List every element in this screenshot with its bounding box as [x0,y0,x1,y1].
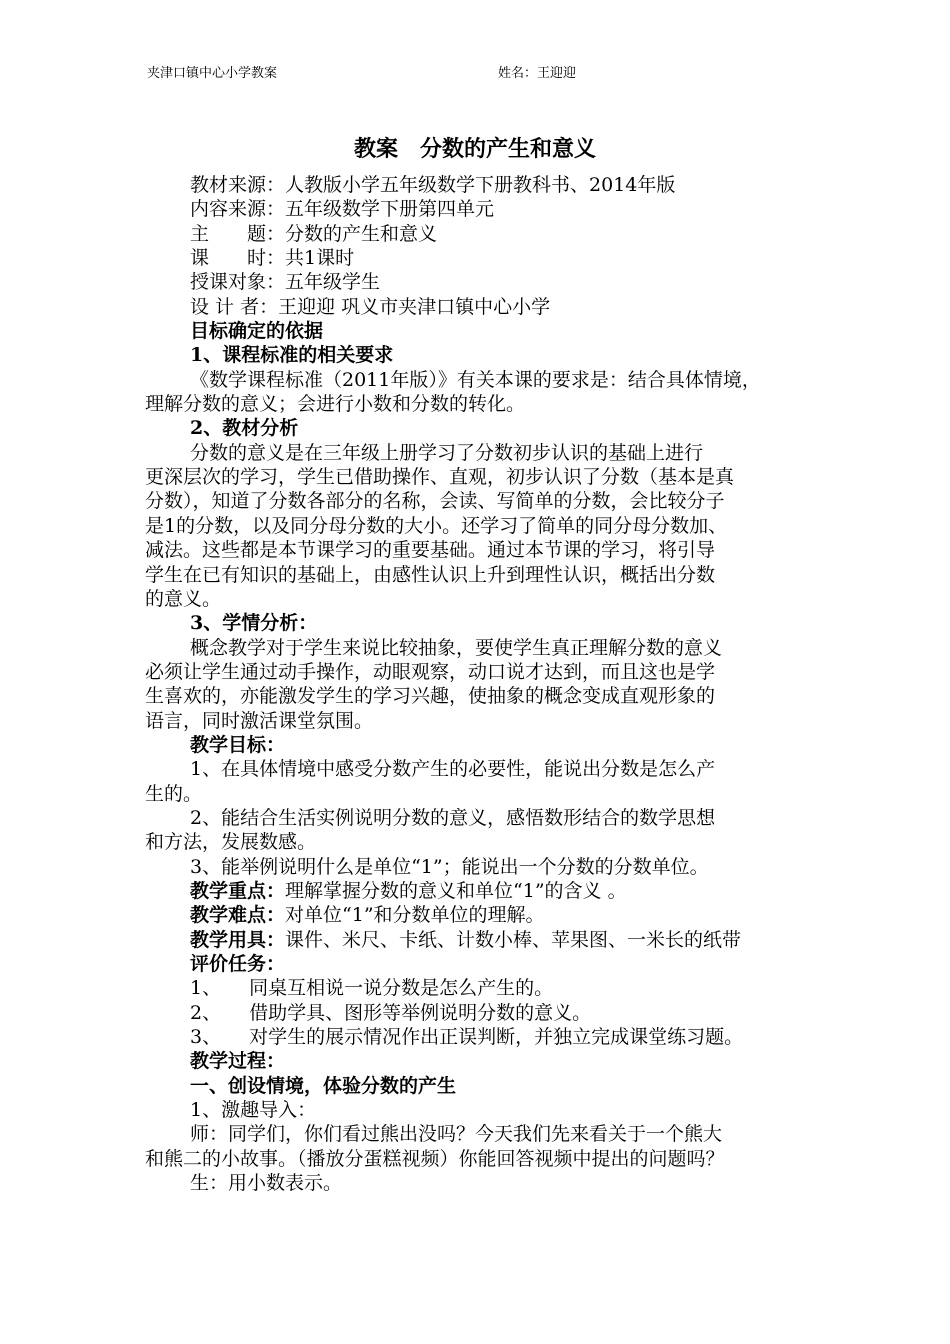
meta-value: 共1课时 [285,247,355,270]
paragraph-line: 减法。这些都是本节课学习的重要基础。通过本节课的学习，将引导 [145,539,716,562]
difficulty-row [145,903,815,927]
task-number: 2、 [190,1001,222,1024]
task-number: 1、 [190,977,222,1000]
task-text: 同桌互相说一说分数是怎么产生的。 [249,977,554,1000]
meta-value: 五年级数学下册第四单元 [285,198,495,221]
task-number: 3、 [190,1026,222,1049]
tools-row [145,928,815,952]
meta-row [190,295,815,319]
paragraph-line: 师：同学们，你们看过熊出没吗？今天我们先来看关于一个熊大 [190,1123,723,1146]
task-item [145,976,815,1000]
process-heading: 教学过程： [190,1050,286,1073]
paragraph-line: 必须让学生通过动手操作，动眼观察，动口说才达到，而且这也是学 [145,660,716,683]
paragraph-line: 语言，同时激活课堂氛围。 [145,709,374,732]
section-heading: 3、学情分析： [190,612,318,635]
meta-label: 授课对象： [190,271,286,294]
goals-heading: 教学目标： [190,733,286,756]
header-author: 姓名：王迎迎 [498,66,577,81]
key-point-text: 理解掌握分数的意义和单位“1”的含义 。 [285,879,627,902]
goal-line: 3、能举例说明什么是单位“1”；能说出一个分数的分数单位。 [190,855,709,878]
paragraph-line: 概念教学对于学生来说比较抽象，要使学生真正理解分数的意义 [190,636,723,659]
section-heading: 2、教材分析 [190,417,299,440]
paragraph-line: 学生在已有知识的基础上，由感性认识上升到理性认识，概括出分数 [145,563,716,586]
meta-label: 课 时： [190,247,286,270]
paragraph-line: 的意义。 [145,587,222,610]
section-heading: 1、课程标准的相关要求 [190,344,394,367]
meta-label: 内容来源： [190,198,286,221]
goal-line: 1、在具体情境中感受分数产生的必要性，能说出分数是怎么产 [190,758,716,781]
basis-heading: 目标确定的依据 [190,320,324,343]
meta-label: 教材来源： [190,174,286,196]
meta-row [190,173,815,197]
paragraph-line: 理解分数的意义；会进行小数和分数的转化。 [145,393,526,416]
paragraph-line: 生：用小数表示。 [190,1172,343,1195]
meta-row [190,197,815,221]
document-body [145,173,815,1195]
paragraph-line: 分数），知道了分数各部分的名称，会读、写简单的分数，会比较分子 [145,490,725,513]
meta-row [190,222,815,246]
task-item [145,1025,815,1049]
key-point-label: 教学重点： [190,879,286,902]
meta-row [190,270,815,294]
tools-text: 课件、米尺、卡纸、计数小棒、苹果图、一米长的纸带 [285,928,742,951]
goal-line: 生的。 [145,782,203,805]
meta-value: 五年级学生 [285,271,381,294]
meta-block [145,173,815,319]
task-text: 借助学具、图形等举例说明分数的意义。 [249,1001,592,1024]
meta-label: 设 计 者： [190,295,279,318]
paragraph-line: 更深层次的学习，学生已借助操作、直观，初步认识了分数（基本是真 [145,466,735,489]
difficulty-label: 教学难点： [190,904,286,927]
paragraph-line: 分数的意义是在三年级上册学习了分数初步认识的基础上进行 [190,441,704,464]
tasks-heading: 评价任务： [190,953,286,975]
paragraph-line: 生喜欢的，亦能激发学生的学习兴趣，使抽象的概念变成直观形象的 [145,685,716,708]
goal-line: 2、能结合生活实例说明分数的意义，感悟数形结合的数学思想 [190,806,716,829]
key-point-row [145,879,815,903]
paragraph-line: 《数学课程标准（2011年版）》有关本课的要求是：结合具体情境， [190,368,761,391]
process-part-heading: 一、创设情境，体验分数的产生 [190,1074,457,1097]
process-step: 1、激趣导入： [190,1099,317,1122]
meta-value: 分数的产生和意义 [285,222,438,245]
task-text: 对学生的展示情况作出正误判断，并独立完成课堂练习题。 [249,1026,744,1049]
document-title: 教案 分数的产生和意义 [353,136,596,162]
task-item [145,1001,815,1025]
meta-value: 人教版小学五年级数学下册教科书、2014年版 [285,174,676,196]
meta-row [190,246,815,270]
difficulty-text: 对单位“1”和分数单位的理解。 [285,904,545,927]
paragraph-line: 和熊二的小故事。（播放分蛋糕视频）你能回答视频中提出的问题吗？ [145,1147,725,1170]
meta-value: 王迎迎 巩义市夹津口镇中心小学 [278,295,551,318]
paragraph-line: 是1的分数，以及同分母分数的大小。还学习了简单的同分母分数加、 [145,514,728,537]
goal-line: 和方法，发展数感。 [145,831,317,854]
meta-label: 主 题： [190,222,286,245]
header-school: 夹津口镇中心小学教案 [147,66,278,81]
tools-label: 教学用具： [190,928,286,951]
